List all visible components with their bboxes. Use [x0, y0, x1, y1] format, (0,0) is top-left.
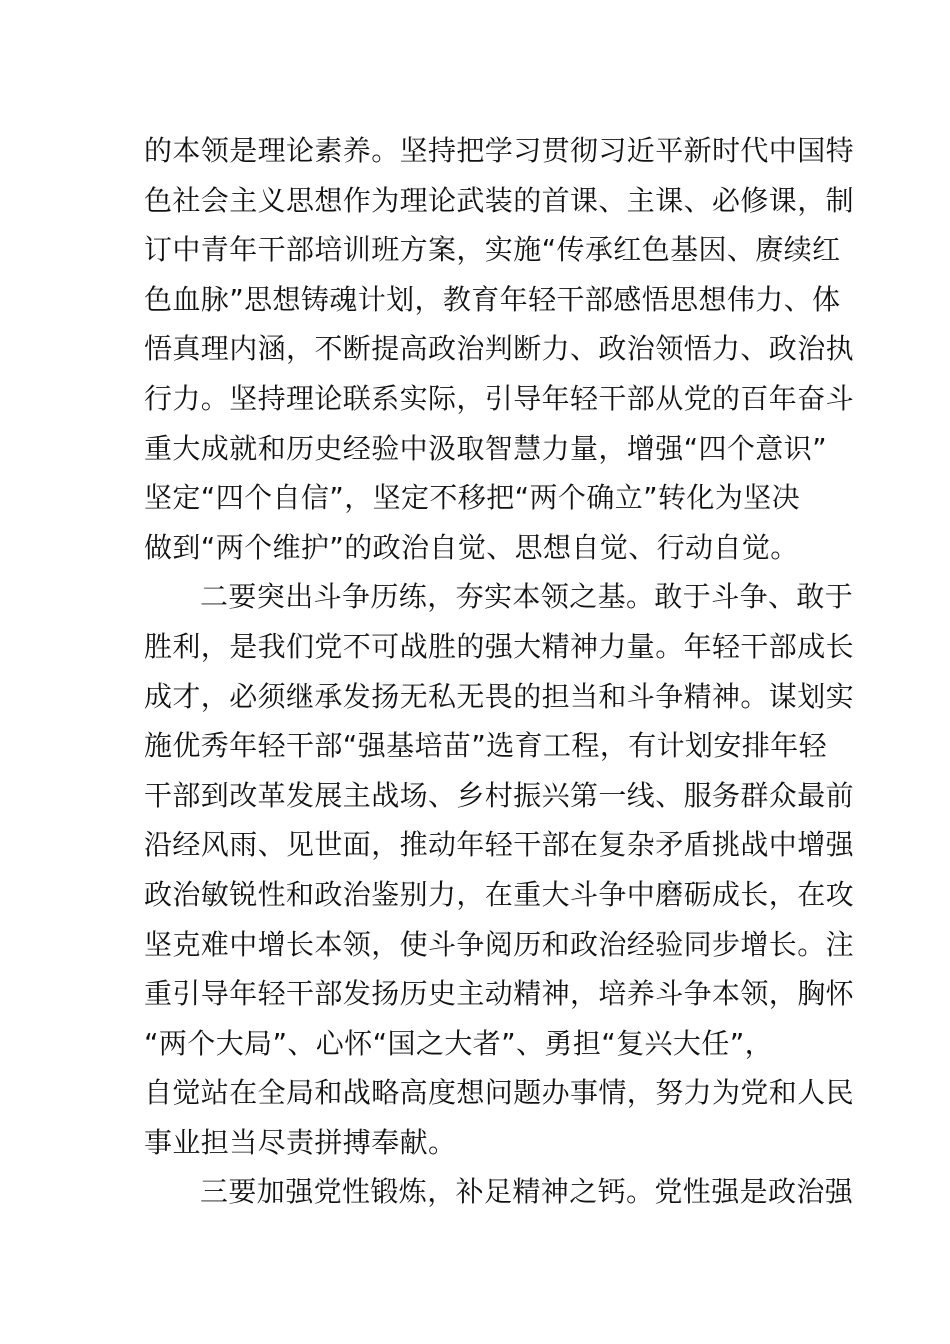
text-line: 干部到改革发展主战场、乡村振兴第一线、服务群众最前 [144, 778, 855, 812]
text-line: “两个大局”、心怀“国之大者”、勇担“复兴大任”， [144, 1026, 774, 1060]
paragraph-start-line: 三要加强党性锻炼，补足精神之钙。党性强是政治强 [200, 1175, 854, 1209]
text-line: 的本领是理论素养。坚持把学习贯彻习近平新时代中国特 [144, 134, 855, 167]
text-line: 做到“两个维护”的政治自觉、思想自觉、行动自觉。 [144, 530, 799, 564]
text-line: 沿经风雨、见世面，推动年轻干部在复杂矛盾挑战中增强 [144, 828, 855, 862]
text-line: 行力。坚持理论联系实际，引导年轻干部从党的百年奋斗 [144, 381, 855, 415]
text-line: 坚定“四个自信”，坚定不移把“两个确立”转化为坚决 [144, 481, 801, 515]
text-line: 事业担当尽责拼搏奉献。 [144, 1125, 457, 1159]
text-line: 政治敏锐性和政治鉴别力，在重大斗争中磨砺成长，在攻 [144, 877, 855, 911]
text-line: 悟真理内涵，不断提高政治判断力、政治领悟力、政治执 [144, 332, 855, 366]
text-line: 重引导年轻干部发扬历史主动精神，培养斗争本领，胸怀 [144, 977, 855, 1011]
text-line: 色血脉”思想铸魂计划，教育年轻干部感悟思想伟力、体 [144, 282, 841, 316]
text-line: 成才，必须继承发扬无私无畏的担当和斗争精神。谋划实 [144, 679, 855, 713]
paragraph-start-line: 二要突出斗争历练，夯实本领之基。敢于斗争、敢于 [200, 580, 854, 614]
text-line: 胜利，是我们党不可战胜的强大精神力量。年轻干部成长 [144, 629, 855, 663]
text-line: 色社会主义思想作为理论武装的首课、主课、必修课，制 [144, 183, 855, 217]
body-text [144, 126, 855, 1217]
text-line: 订中青年干部培训班方案，实施“传承红色基因、赓续红 [144, 233, 841, 267]
text-line: 施优秀年轻干部“强基培苗”选育工程，有计划安排年轻 [144, 729, 828, 763]
text-line: 重大成就和历史经验中汲取智慧力量，增强“四个意识” [144, 431, 828, 465]
text-line: 自觉站在全局和战略高度想问题办事情，努力为党和人民 [144, 1076, 855, 1110]
text-line: 坚克难中增长本领，使斗争阅历和政治经验同步增长。注 [144, 927, 855, 961]
